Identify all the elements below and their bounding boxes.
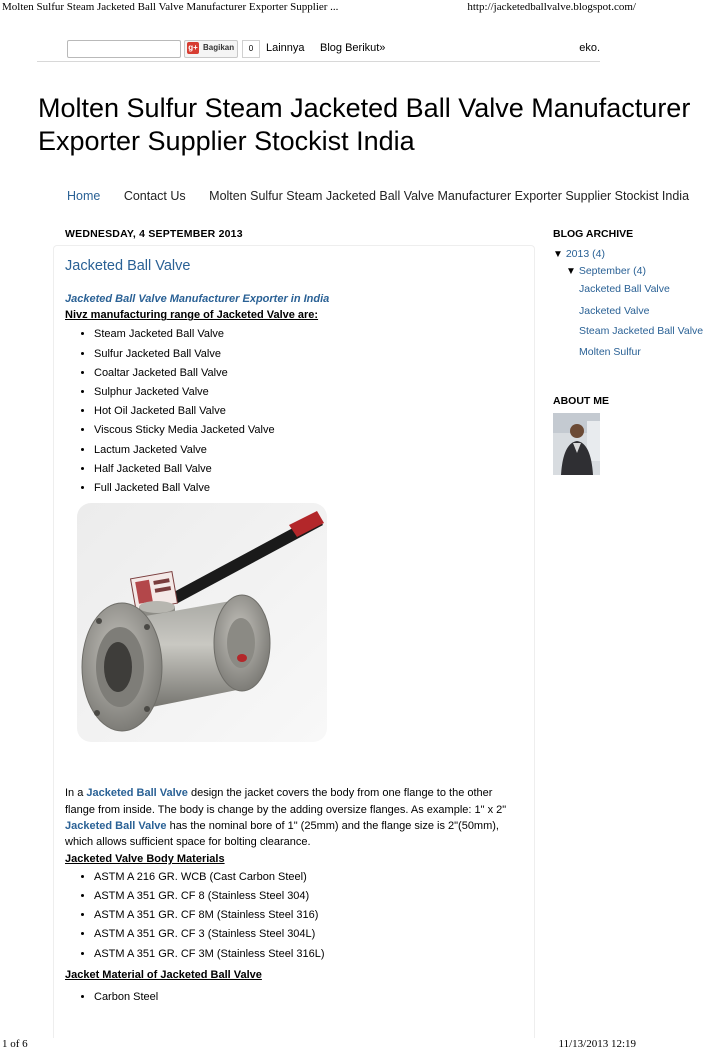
share-button-label: Bagikan [203, 43, 235, 52]
archive-year[interactable] [553, 248, 605, 260]
list-item: • Lactum Jacketed Valve [94, 441, 525, 460]
list-item: • Steam Jacketed Ball Valve [94, 325, 525, 344]
post-paragraph [65, 785, 525, 850]
list-item: • Half Jacketed Ball Valve [94, 460, 525, 479]
tab-home[interactable]: Home [67, 189, 101, 203]
jacket-material-heading: Jacket Material of Jacketed Ball Valve [65, 968, 262, 981]
archive-year-label[interactable]: 2013 (4) [565, 248, 605, 260]
tab-product-page[interactable]: Molten Sulfur Steam Jacketed Ball Valve Manufacturer Exporter Supplier Stockist India [209, 189, 690, 203]
print-header [0, 0, 638, 16]
user-email[interactable]: eko. [579, 42, 600, 54]
print-page-url: http://jacketedballvalve.blogspot.com/ [467, 1, 636, 13]
share-count: 0 [242, 40, 260, 58]
list-item: • Carbon Steel [94, 988, 525, 1007]
list-item: • ASTM A 351 GR. CF 8M (Stainless Steel 316) [94, 906, 525, 925]
body-materials-list [65, 868, 525, 964]
blog-title-line-2: Exporter Supplier Stockist India [38, 126, 415, 156]
print-page-number: 1 of 6 [2, 1038, 28, 1050]
jacketed-ball-valve-link[interactable]: Jacketed Ball Valve [86, 787, 188, 800]
tab-contact-us[interactable]: Contact Us [123, 189, 186, 203]
profile-photo[interactable] [553, 413, 600, 475]
post-body [65, 291, 525, 1007]
post-subtitle: Jacketed Ball Valve Manufacturer Exporter in India [65, 293, 330, 305]
jacketed-ball-valve-link[interactable]: Jacketed Ball Valve [65, 820, 167, 833]
archive-month[interactable] [566, 265, 646, 277]
post-title[interactable]: Jacketed Ball Valve [65, 258, 191, 274]
list-item: • ASTM A 351 GR. CF 3 (Stainless Steel 304L) [94, 925, 525, 944]
range-list [65, 325, 525, 498]
blogger-navbar [37, 37, 600, 62]
next-blog-link[interactable]: Blog Berikut» [320, 42, 386, 54]
list-item: • Viscous Sticky Media Jacketed Valve [94, 421, 525, 440]
post-date: WEDNESDAY, 4 SEPTEMBER 2013 [65, 228, 243, 240]
navbar-search-input[interactable] [67, 40, 181, 58]
list-item: • Sulphur Jacketed Valve [94, 383, 525, 402]
sidebar [553, 228, 704, 528]
collapse-arrow-icon[interactable]: ▼ [553, 249, 563, 260]
list-item: • ASTM A 216 GR. WCB (Cast Carbon Steel) [94, 868, 525, 887]
about-title: ABOUT ME [553, 395, 609, 407]
list-item: • Sulfur Jacketed Ball Valve [94, 345, 525, 364]
range-heading: Nivz manufacturing range of Jacketed Valve are: [65, 309, 319, 322]
blog-title-line-1: Molten Sulfur Steam Jacketed Ball Valve Manufacturer [38, 93, 691, 123]
archive-post-link[interactable]: Jacketed Valve [579, 305, 650, 317]
page-tabs [67, 189, 690, 203]
print-page-title: Molten Sulfur Steam Jacketed Ball Valve Manufacturer Exporter Supplier ... [2, 1, 339, 13]
archive-month-label[interactable]: September (4) [578, 265, 646, 277]
para-text-3: has the nominal bore of 1" (25mm) and the flange size is 2"(50mm), which allows sufficient space for bolting clearance. [65, 820, 499, 849]
list-item: • Coaltar Jacketed Ball Valve [94, 364, 525, 383]
archive-post-link[interactable]: Jacketed Ball Valve [579, 283, 670, 295]
body-materials-heading: Jacketed Valve Body Materials [65, 852, 225, 865]
collapse-arrow-icon[interactable]: ▼ [566, 266, 576, 277]
jacket-material-list [65, 988, 525, 1007]
list-item: • Hot Oil Jacketed Ball Valve [94, 402, 525, 421]
archive-title: BLOG ARCHIVE [553, 228, 634, 240]
valve-photo[interactable] [77, 503, 327, 742]
list-item: • ASTM A 351 GR. CF 8 (Stainless Steel 304) [94, 887, 525, 906]
blog-title[interactable] [38, 92, 691, 158]
google-plus-icon: g+ [188, 43, 198, 52]
share-button[interactable] [184, 40, 238, 58]
print-footer [0, 1037, 638, 1053]
print-timestamp: 11/13/2013 12:19 [558, 1038, 636, 1050]
para-text-2: design the jacket covers the body from one flange to the other flange from inside. The body is change by the adding oversize flanges. As example: 1" x 2" [65, 787, 507, 816]
more-link[interactable]: Lainnya [266, 42, 305, 54]
archive-post-link[interactable]: Steam Jacketed Ball Valve [579, 325, 704, 337]
para-text-1: In a [65, 787, 87, 800]
list-item: • Full Jacketed Ball Valve [94, 479, 525, 498]
list-item: • ASTM A 351 GR. CF 3M (Stainless Steel 316L) [94, 945, 525, 964]
archive-post-link[interactable]: Molten Sulfur [579, 346, 641, 358]
